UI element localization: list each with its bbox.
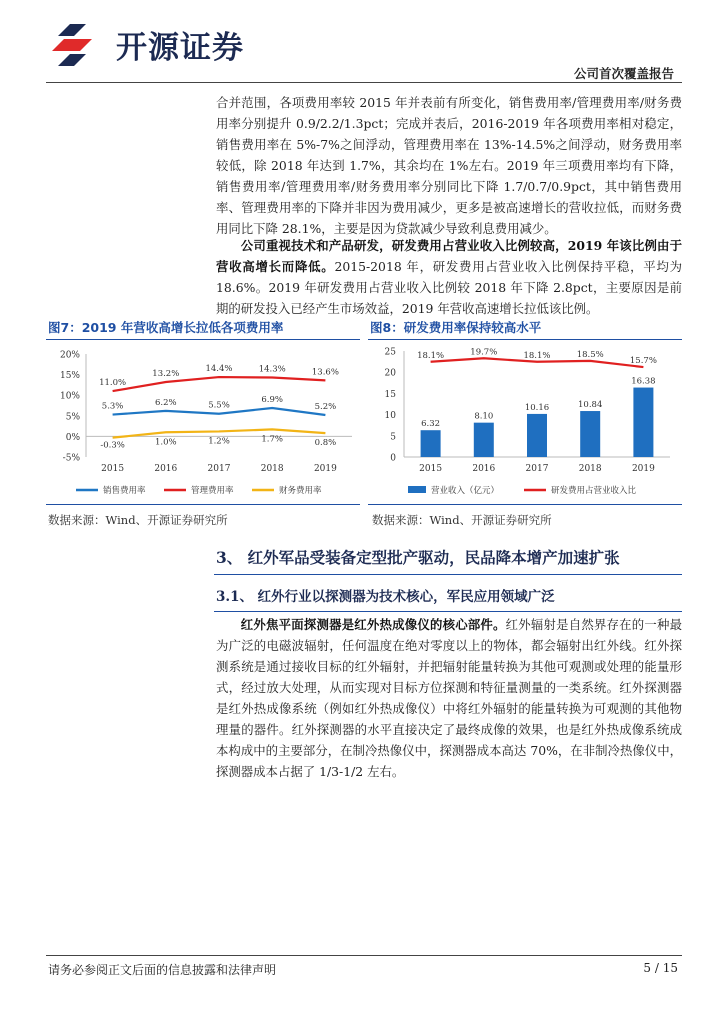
line-value-label: 18.5% bbox=[576, 349, 604, 360]
figure-8-title: 图8：研发费用率保持较高水平 bbox=[370, 320, 542, 335]
data-label: 1.7% bbox=[261, 434, 284, 445]
data-label: 0.8% bbox=[314, 438, 337, 449]
legend-label: 销售费用率 bbox=[103, 486, 146, 496]
data-label: 5.3% bbox=[101, 401, 124, 412]
data-label: 6.2% bbox=[154, 397, 177, 408]
data-label: -0.3% bbox=[100, 440, 125, 451]
data-label: 6.9% bbox=[261, 394, 284, 405]
paragraph-text: 红外辐射是自然界存在的一种最为广泛的电磁波辐射，任何温度在绝对零度以上的物体，都会辐射出红外线。红外探测系统是通过接收目标的红外辐射，并把辐射能量转换为其他可观测或处理的能量形式，经过放大处理，从而实现对目标方位探测和特征量测量的一类系统。红外探测器是红外热成像系统（例如红外热成像仪）中将红外辐射的能量转换为可观测的其他物理量的器件。红外探测器的水平直接决定了最终成像的效果，也是红外热成像系统成本构成中的主要部分，在制冷热像仪中，探测器成本高达 70%，在非制冷热像仪中，探测器成本占据了 1/3-1/2 左右。 bbox=[216, 617, 683, 779]
y-tick-label: 15% bbox=[59, 371, 80, 382]
section-3-1-title: 3.1、 红外行业以探测器为技术核心，军民应用领域广泛 bbox=[216, 589, 555, 605]
paragraph-lead: 红外焦平面探测器是红外热成像仪的核心部件。 bbox=[240, 617, 506, 632]
y-tick-label: 20% bbox=[59, 350, 80, 361]
x-tick-label: 2015 bbox=[101, 464, 125, 474]
paragraph-text: 2015-2018 年，研发费用占营业收入比例保持平稳，平均为 18.6%。2019 年研发费用占营业收入比例较 2018 年下降 2.8pct，主要原因是前期的研发投入已经产生市场效益，2019 年营收高速增长拉低该比例。 bbox=[216, 259, 683, 316]
legend-label: 研发费用占营业收入比 bbox=[551, 486, 637, 496]
data-label: 13.2% bbox=[152, 369, 180, 380]
paragraph-text: 合并范围，各项费用率较 2015 年并表前有所变化，销售费用率/管理费用率/财务费用率分别提升 0.9/2.2/1.3pct；完成并表后，2016-2019 年各项费用率相对稳定，销售费用率在 5%-7%之间浮动，管理费用率在 13%-14.5%之间浮动，财务费用率较低，除 2018 年达到 1.7%，其余均在 1%左右。2019 年三项费用率均有下降，销售费用率/管理费用率/财务费用率分别同比下降 1.7/0.7/0.9pct，其中销售费用率、管理费用率的下降并非因为费用减少，更多是被高速增长的营收拉低，而财务费用同比下降 28.1%，主要是因为贷款减少导致利息费用减少。 bbox=[216, 95, 682, 236]
footer-divider bbox=[46, 955, 682, 956]
section-3-title: 3、 红外军品受装备定型批产驱动，民品降本增产加速扩张 bbox=[216, 548, 620, 567]
x-tick-label: 2018 bbox=[578, 464, 602, 474]
header-divider bbox=[46, 82, 682, 83]
y-tick-label: 15 bbox=[384, 389, 396, 400]
bar-value-label: 10.84 bbox=[578, 400, 603, 411]
body-paragraph-1 bbox=[216, 92, 682, 239]
body-paragraph-2 bbox=[216, 235, 682, 319]
figure-7-line-chart bbox=[46, 341, 360, 503]
legend-label: 营业收入（亿元） bbox=[431, 486, 500, 496]
figure-7-title: 图7：2019 年营收高增长拉低各项费用率 bbox=[48, 320, 284, 335]
data-label: 11.0% bbox=[99, 378, 127, 389]
y-tick-label: 5% bbox=[65, 412, 80, 423]
figure-8-bottom-rule bbox=[368, 504, 682, 505]
bar bbox=[421, 430, 441, 457]
legend-label: 管理费用率 bbox=[191, 486, 234, 496]
x-tick-label: 2015 bbox=[419, 464, 443, 474]
y-tick-label: 20 bbox=[384, 368, 396, 379]
logo-text: 开源证券 bbox=[116, 30, 244, 66]
figure-8-bar-chart bbox=[368, 341, 682, 503]
data-label: 1.0% bbox=[154, 437, 177, 448]
x-tick-label: 2017 bbox=[525, 464, 549, 474]
y-tick-label: 0% bbox=[65, 432, 80, 443]
bar-value-label: 6.32 bbox=[421, 419, 441, 430]
x-tick-label: 2019 bbox=[313, 464, 337, 474]
series-line bbox=[113, 377, 326, 391]
bar bbox=[474, 423, 494, 457]
bar bbox=[527, 414, 547, 457]
y-tick-label: 10% bbox=[59, 391, 80, 402]
data-label: 1.2% bbox=[208, 436, 230, 447]
section-3-rule bbox=[214, 574, 682, 575]
line-value-label: 18.1% bbox=[523, 350, 551, 361]
data-label: 5.2% bbox=[314, 401, 337, 412]
x-tick-label: 2017 bbox=[207, 464, 231, 474]
figure-8-rule bbox=[368, 339, 682, 340]
paragraph-lead: 公司重视技术和产品研发，研发费用占营业收入比例较高，2019 年该比例由于营收高增长而降低。 bbox=[216, 238, 682, 274]
data-label: 14.4% bbox=[205, 364, 233, 375]
page-number: 5 / 15 bbox=[643, 961, 678, 975]
data-label: 5.5% bbox=[208, 400, 230, 411]
y-tick-label: 5 bbox=[390, 432, 396, 443]
x-tick-label: 2019 bbox=[631, 464, 655, 474]
legend-label: 财务费用率 bbox=[279, 486, 322, 496]
footer-disclaimer: 请务必参阅正文后面的信息披露和法律声明 bbox=[48, 963, 277, 977]
body-paragraph-3 bbox=[216, 614, 682, 782]
section-3-1-rule bbox=[214, 611, 682, 612]
report-type-label: 公司首次覆盖报告 bbox=[573, 66, 674, 81]
line-value-label: 19.7% bbox=[470, 347, 498, 358]
x-tick-label: 2016 bbox=[472, 464, 496, 474]
data-label: 14.3% bbox=[258, 364, 286, 375]
figure-7-rule bbox=[46, 339, 360, 340]
bar bbox=[580, 411, 600, 457]
figure-8-source: 数据来源：Wind、开源证券研究所 bbox=[372, 513, 552, 527]
bar-value-label: 16.38 bbox=[631, 376, 656, 387]
x-tick-label: 2016 bbox=[154, 464, 178, 474]
y-tick-label: 10 bbox=[384, 411, 396, 422]
y-tick-label: -5% bbox=[62, 453, 80, 464]
bar-value-label: 10.16 bbox=[524, 402, 550, 413]
logo-icon bbox=[52, 22, 104, 68]
data-label: 13.6% bbox=[311, 367, 339, 378]
line-value-label: 15.7% bbox=[629, 356, 657, 367]
figure-7-bottom-rule bbox=[46, 504, 360, 505]
figure-7-source: 数据来源：Wind、开源证券研究所 bbox=[48, 513, 228, 527]
bar bbox=[633, 388, 653, 457]
y-tick-label: 25 bbox=[384, 347, 396, 358]
y-tick-label: 0 bbox=[390, 453, 396, 464]
x-tick-label: 2018 bbox=[260, 464, 284, 474]
legend-swatch bbox=[408, 486, 426, 493]
bar-value-label: 8.10 bbox=[474, 411, 494, 422]
line-value-label: 18.1% bbox=[417, 350, 445, 361]
